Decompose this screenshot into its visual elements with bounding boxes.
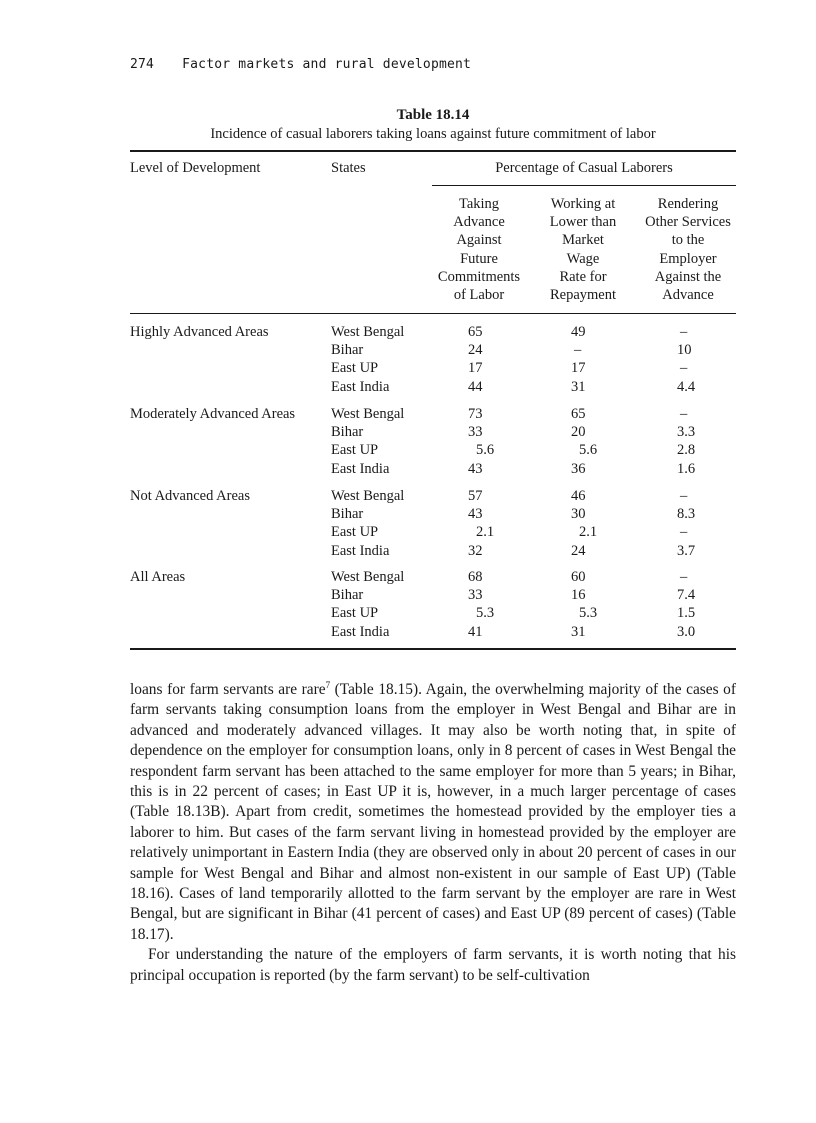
header-level: Level of Development [130, 160, 261, 176]
cell-state: Bihar [331, 587, 364, 604]
cell-advance: 65 [468, 324, 483, 340]
cell-state: East UP [331, 605, 379, 622]
cell-advance: 24 [468, 342, 483, 359]
cell-other-services: 3.7 [677, 542, 696, 559]
cell-state: East UP [331, 442, 379, 459]
page-number: 274 [130, 57, 155, 72]
cell-state: West Bengal [331, 488, 405, 504]
column-header-other-services [636, 195, 740, 304]
cell-lower-wage: 46 [571, 488, 586, 504]
cell-lower-wage: 5.6 [579, 442, 598, 459]
cell-state: West Bengal [331, 569, 405, 585]
cell-state: East UP [331, 360, 379, 377]
cell-state: Bihar [331, 506, 364, 523]
cell-other-services: 3.3 [677, 424, 696, 441]
cell-other-services: 2.8 [677, 442, 696, 459]
header-line: Lower than [549, 214, 617, 231]
cell-state: West Bengal [331, 406, 405, 422]
cell-state: Bihar [331, 342, 364, 359]
cell-advance: 43 [468, 460, 483, 477]
table-title: Incidence of casual laborers taking loans against future commitment of labor [210, 126, 656, 142]
header-line: Against [456, 232, 502, 249]
header-sub-rule [432, 185, 736, 186]
cell-other-services: 10 [677, 342, 692, 359]
cell-other-services: 3.0 [677, 623, 696, 640]
cell-state: West Bengal [331, 324, 405, 340]
group-level-label: Highly Advanced Areas [130, 324, 269, 340]
group-level-label: All Areas [130, 569, 186, 585]
header-line: Other Services [645, 214, 731, 231]
header-line: Advance [662, 287, 714, 304]
cell-advance: 41 [468, 623, 483, 640]
cell-lower-wage: 30 [571, 506, 586, 523]
body-text [130, 680, 736, 986]
header-line: Against the [654, 268, 722, 285]
cell-state: East UP [331, 524, 379, 541]
cell-lower-wage: 24 [571, 542, 586, 559]
cell-other-services: – [680, 569, 688, 585]
cell-advance: 2.1 [476, 524, 495, 541]
cell-advance: 68 [468, 569, 483, 585]
column-header-advance [426, 195, 532, 304]
cell-other-services: – [680, 524, 688, 541]
header-line: Advance [453, 214, 505, 231]
header-line: Future [460, 250, 498, 267]
cell-advance: 32 [468, 542, 483, 559]
paragraph [130, 680, 736, 945]
header-line: Rate for [559, 268, 607, 285]
paragraph: For understanding the nature of the employers of farm servants, it is worth noting that his principal occupation is reported (by the farm servant) to be self-cultivation [130, 946, 736, 984]
header-line: to the [671, 232, 705, 249]
cell-advance: 44 [468, 378, 483, 395]
cell-other-services: 1.5 [677, 605, 696, 622]
cell-lower-wage: 36 [571, 460, 586, 477]
cell-other-services: 7.4 [677, 587, 696, 604]
cell-advance: 33 [468, 587, 483, 604]
cell-lower-wage: 60 [571, 569, 586, 585]
cell-lower-wage: 20 [571, 424, 586, 441]
table-caption [130, 105, 736, 144]
table-top-rule [130, 150, 736, 152]
cell-state: East India [331, 460, 390, 477]
cell-advance: 33 [468, 424, 483, 441]
group-level-label: Not Advanced Areas [130, 488, 250, 504]
header-line: Rendering [657, 196, 719, 212]
cell-lower-wage: 2.1 [579, 524, 598, 541]
cell-other-services: – [680, 406, 688, 422]
cell-lower-wage: – [574, 342, 582, 359]
table-number: Table 18.14 [396, 107, 470, 123]
cell-advance: 5.3 [476, 605, 495, 622]
cell-other-services: – [680, 360, 688, 377]
cell-state: East India [331, 542, 390, 559]
cell-other-services: 1.6 [677, 460, 696, 477]
column-header-lower-wage [536, 195, 630, 304]
header-line: Wage [566, 250, 600, 267]
cell-lower-wage: 49 [571, 324, 586, 340]
cell-advance: 17 [468, 360, 483, 377]
cell-lower-wage: 17 [571, 360, 586, 377]
header-line: Taking [458, 196, 500, 212]
header-bottom-rule [130, 313, 736, 314]
paragraph-text: (Table 18.15). Again, the overwhelming majority of the cases of farm servants taking consumption loans from the employer in West Bengal and Bihar are in advanced and moderately advanced villages. It may also be worth noting that, in spite of dependence on the employer for consumption loans, only in 8 percent of cases in West Bengal the respondent farm servant has been attached to the same employer for more than 5 years; in Bihar, this is in 22 percent of cases; in East UP it is, however, in a much larger percentage of cases (Table 18.13B). Apart from credit, sometimes the homestead provided by the employer ties a laborer to him. But cases of the farm servant living in homestead provided by the employer are relatively unimportant in Eastern India (they are observed only in about 20 percent of cases in our sample for West Bengal and Bihar and almost non-existent in our sample of East UP) (Table 18.16). Cases of land temporarily allotted to the farm servant by the employer are rare in West Bengal, but are significant in Bihar (41 percent of cases) and East UP (89 percent of cases) (Table 18.17). [130, 681, 736, 943]
cell-other-services: – [680, 324, 688, 340]
cell-lower-wage: 31 [571, 623, 586, 640]
cell-advance: 73 [468, 406, 483, 422]
cell-other-services: – [680, 488, 688, 504]
running-head [130, 57, 471, 72]
header-line: Working at [550, 196, 616, 212]
header-line: of Labor [453, 287, 505, 304]
header-line: Commitments [437, 268, 521, 285]
header-line: Employer [659, 250, 717, 267]
cell-advance: 57 [468, 488, 483, 504]
cell-other-services: 8.3 [677, 506, 696, 523]
table-bottom-rule [130, 648, 736, 650]
header-percentage: Percentage of Casual Laborers [495, 160, 673, 176]
cell-advance: 5.6 [476, 442, 495, 459]
running-head-title: Factor markets and rural development [182, 57, 472, 72]
cell-other-services: 4.4 [677, 378, 696, 395]
header-line: Repayment [549, 287, 617, 304]
group-level-label: Moderately Advanced Areas [130, 406, 296, 422]
cell-lower-wage: 16 [571, 587, 586, 604]
footnote-ref: 7 [325, 679, 331, 690]
cell-state: Bihar [331, 424, 364, 441]
cell-state: East India [331, 378, 390, 395]
header-line: Market [562, 232, 604, 249]
paragraph-text: loans for farm servants are rare [130, 681, 326, 698]
cell-lower-wage: 5.3 [579, 605, 598, 622]
cell-state: East India [331, 623, 390, 640]
cell-advance: 43 [468, 506, 483, 523]
cell-lower-wage: 31 [571, 378, 586, 395]
cell-lower-wage: 65 [571, 406, 586, 422]
header-states: States [331, 160, 366, 176]
